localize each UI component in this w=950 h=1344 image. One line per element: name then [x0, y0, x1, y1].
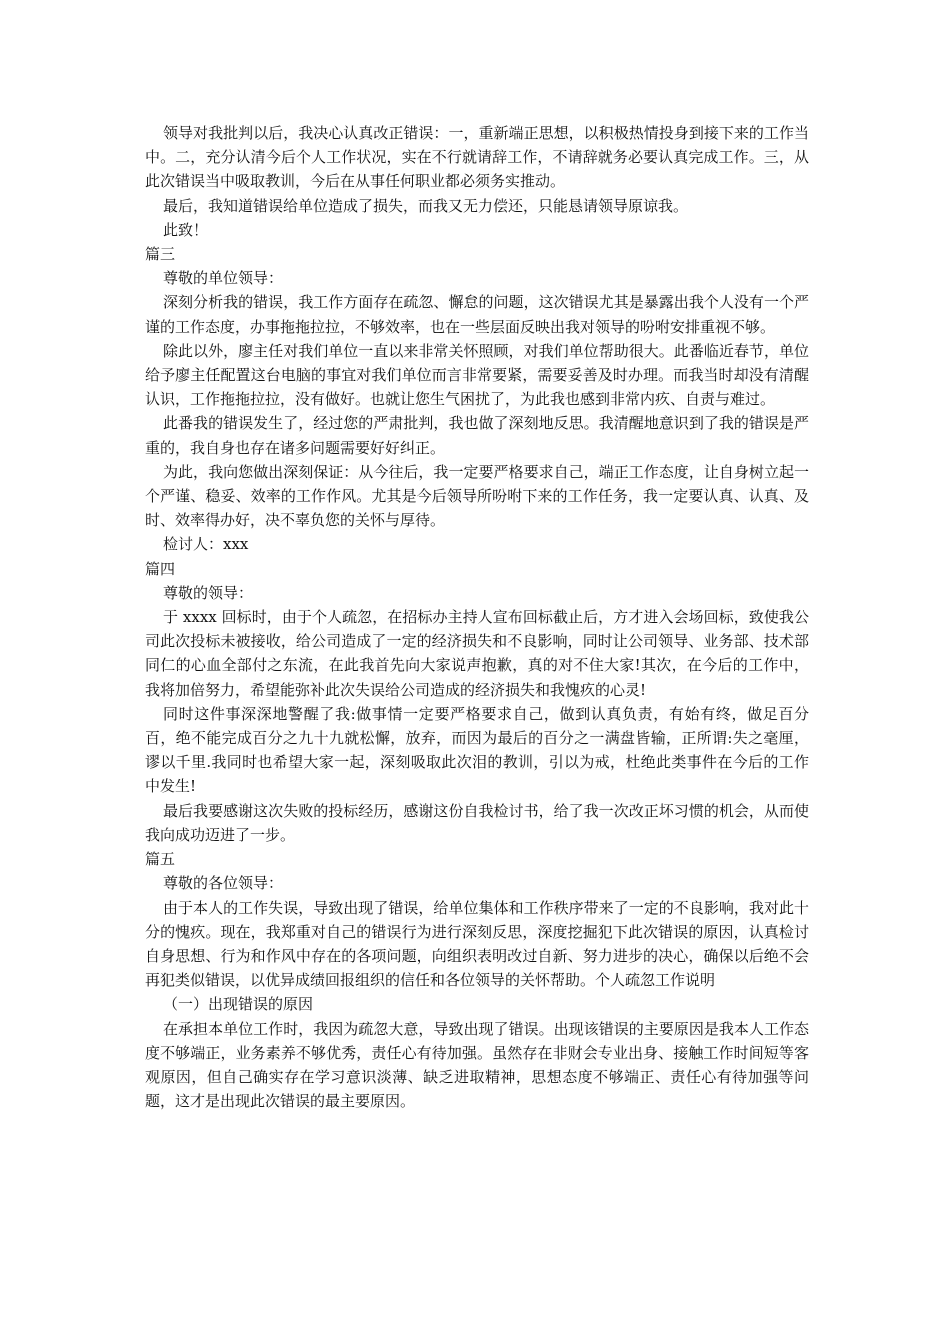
- paragraph: 为此，我向您做出深刻保证：从今往后，我一定要严格要求自己，端正工作态度，让自身树立起一个严谨、稳妥、效率的工作作风。尤其是今后领导所吩咐下来的工作任务，我一定要认真、认真、及时、效率得办好，决不辜负您的关怀与厚待。: [145, 462, 809, 530]
- paragraph: 尊敬的领导：: [163, 583, 254, 602]
- document-body: [145, 121, 809, 1113]
- paragraph: 此番我的错误发生了，经过您的严肃批判，我也做了深刻地反思。我清醒地意识到了我的错误是严重的，我自身也存在诸多问题需要好好纠正。: [145, 414, 809, 457]
- paragraph: 同时这件事深深地警醒了我:做事情一定要严格要求自己，做到认真负责，有始有终，做足百分百，绝不能完成百分之九十九就松懈，放弃，而因为最后的百分之一满盘皆输，正所谓:失之毫厘，谬以千里.我同时也希望大家一起，深刻吸取此次泪的教训，引以为戒，杜绝此类事件在今后的工作中发生!: [145, 704, 809, 796]
- paragraph: 尊敬的单位领导：: [163, 269, 284, 288]
- paragraph: 领导对我批判以后，我决心认真改正错误：一，重新端正思想，以积极热情投身到接下来的工作当中。二，充分认清今后个人工作状况，实在不行就请辞工作，不请辞就务必要认真完成工作。三，从此次错误当中吸取教训，今后在从事任何职业都必须务实推动。: [145, 124, 809, 191]
- section-heading: 篇三: [145, 245, 176, 264]
- section-heading: 篇四: [145, 559, 176, 578]
- paragraph: 检讨人：xxx: [163, 535, 249, 554]
- paragraph: 最后我要感谢这次失败的投标经历，感谢这份自我检讨书，给了我一次改正坏习惯的机会，从而使我向成功迈进了一步。: [145, 801, 809, 844]
- paragraph: 尊敬的各位领导：: [163, 874, 284, 893]
- paragraph: 在承担本单位工作时，我因为疏忽大意，导致出现了错误。出现该错误的主要原因是我本人工作态度不够端正，业务素养不够优秀，责任心有待加强。虽然存在非财会专业出身、接触工作时间短等客观原因，但自己确实存在学习意识淡薄、缺乏进取精神，思想态度不够端正、责任心有待加强等问题，这才是出现此次错误的最主要原因。: [145, 1019, 809, 1111]
- paragraph: （一）出现错误的原因: [163, 995, 314, 1014]
- paragraph: 除此以外，廖主任对我们单位一直以来非常关怀照顾，对我们单位帮助很大。此番临近春节，单位给予廖主任配置这台电脑的事宜对我们单位而言非常要紧，需要妥善及时办理。而我当时却没有清醒认识，工作拖拖拉拉，没有做好。也就让您生气困扰了，为此我也感到非常内疚、自责与难过。: [145, 341, 809, 409]
- paragraph: 于 xxxx 回标时，由于个人疏忽，在招标办主持人宣布回标截止后，方才进入会场回标，致使我公司此次投标未被接收，给公司造成了一定的经济损失和不良影响，同时让公司领导、业务部、技术部同仁的心血全部付之东流，在此我首先向大家说声抱歉，真的对不住大家!其次，在今后的工作中，我将加倍努力，希望能弥补此次失误给公司造成的经济损失和我愧疚的心灵!: [145, 608, 809, 699]
- paragraph: 最后，我知道错误给单位造成了损失，而我又无力偿还，只能恳请领导原谅我。: [163, 196, 689, 215]
- section-heading: 篇五: [145, 850, 176, 869]
- paragraph: 深刻分析我的错误，我工作方面存在疏忽、懈怠的问题，这次错误尤其是暴露出我个人没有一个严谨的工作态度，办事拖拖拉拉，不够效率，也在一些层面反映出我对领导的吩咐安排重视不够。: [145, 293, 809, 336]
- paragraph: 由于本人的工作失误，导致出现了错误，给单位集体和工作秩序带来了一定的不良影响，我对此十分的愧疚。现在，我郑重对自己的错误行为进行深刻反思，深度挖掘犯下此次错误的原因，认真检讨自身思想、行为和作风中存在的各项问题，向组织表明改过自新、努力进步的决心，确保以后绝不会再犯类似错误，以优异成绩回报组织的信任和各位领导的关怀帮助。个人疏忽工作说明: [145, 898, 809, 990]
- paragraph: 此致！: [163, 220, 209, 239]
